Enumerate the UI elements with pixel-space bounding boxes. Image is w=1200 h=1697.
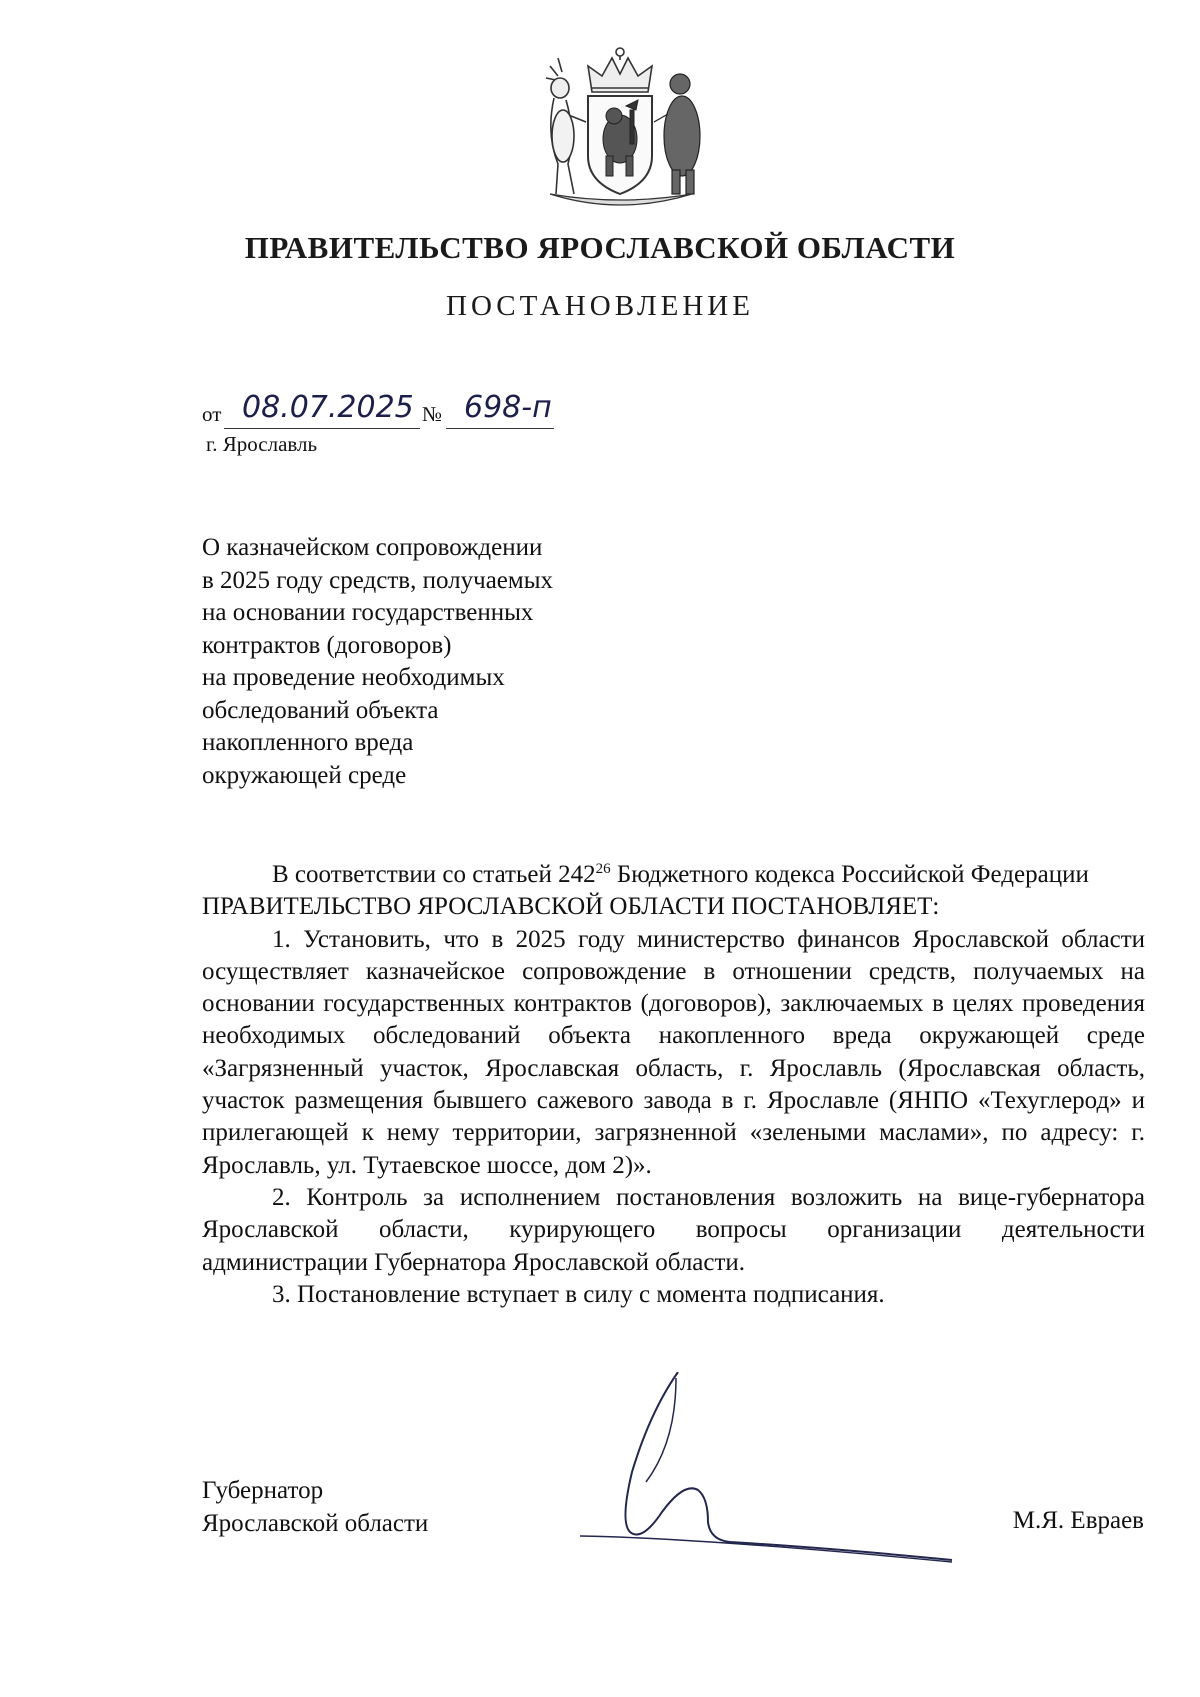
decree-line: ПРАВИТЕЛЬСТВО ЯРОСЛАВСКОЙ ОБЛАСТИ ПОСТАНОВЛЯЕТ: [202,893,940,921]
date-underline [224,428,420,429]
signatory-name: М.Я. Евраев [1012,1507,1144,1534]
subject-line: в 2025 году средств, получаемых [202,566,554,594]
subject-line: накопленного вреда [202,729,414,756]
preamble-text-end: Бюджетного кодекса Российской Федерации [610,861,1089,888]
document-type: ПОСТАНОВЛЕНИЕ [446,290,754,322]
number-underline [446,428,554,429]
government-title: ПРАВИТЕЛЬСТВО ЯРОСЛАВСКОЙ ОБЛАСТИ [244,230,956,265]
item-paragraph: 2. Контроль за исполнением постановления возложить на вице-губернатора Ярославской области, курирующего вопросы организации деятельности администрации Губернатора Ярославской области. [202,1183,1145,1276]
bear-supporter-icon [654,74,700,194]
subject-line: окружающей среде [202,761,407,789]
document-body [202,859,1145,1311]
signatory-position [202,1474,428,1540]
preamble-text: В соответствии со статьей 242 [272,861,596,888]
item-paragraph: 1. Установить, что в 2025 году министерство финансов Ярославской области осуществляет казначейское сопровождение в отношении средств, получаемых на основании государственных контрактов (договоров), заключаемых в целях проведения необходимых обследований объекта накопленного вреда окружающей среде «Загрязненный участок, Ярославская область, г. Ярославль (Ярославская область, участок размещения бывшего сажевого завода в г. Ярославле (ЯНПО «Техуглерод» и прилегающей к нему территории, загрязненной «зелеными маслами», по адресу: г. Ярославль, ул. Тутаевское шоссе, дом 2)». [202,925,1145,1179]
document-number: 698-п [464,390,552,425]
document-date: 08.07.2025 [242,390,414,425]
position-line: Губернатор [202,1477,324,1504]
position-line: Ярославской области [202,1510,429,1537]
date-label: от [202,402,222,426]
subject-line: обследований объекта [202,696,439,724]
document-subject [202,532,622,792]
article-superscript: 26 [595,861,611,877]
subject-line: на основании государственных [202,599,534,626]
item-paragraph: 3. Постановление вступает в силу с момента подписания. [272,1280,885,1308]
subject-line: О казначейском сопровождении [202,534,543,561]
document-city: г. Ярославль [206,432,318,456]
number-label: № [422,402,443,426]
subject-line: контрактов (договоров) [202,631,452,659]
ribbon-icon [550,194,692,205]
coat-of-arms-emblem [530,44,710,209]
subject-line: на проведение необходимых [202,664,505,691]
handwritten-signature [580,1372,960,1567]
crown-icon [588,48,652,92]
deer-supporter-icon [546,58,586,194]
preamble-paragraph [202,859,1145,891]
